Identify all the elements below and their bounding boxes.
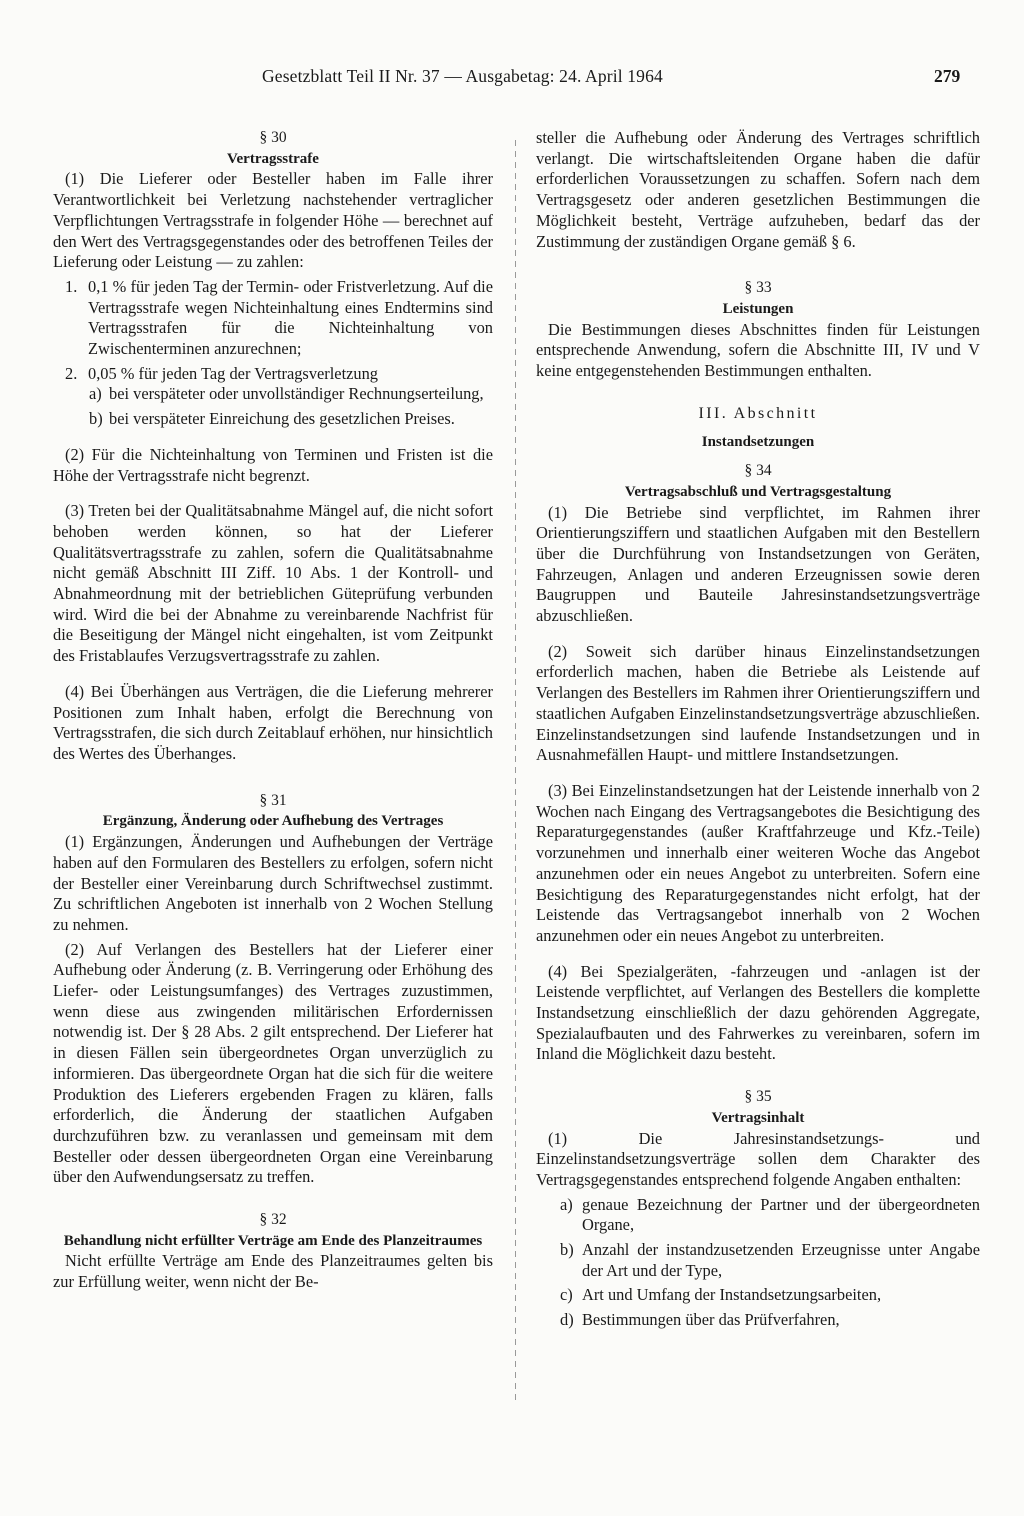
- section-30-item-1: [53, 277, 493, 360]
- chapter-title: Instandsetzungen: [701, 434, 815, 451]
- left-column: [53, 128, 493, 1293]
- section-30-item-2b: [53, 409, 493, 430]
- item-text: Art und Umfang der Instandsetzungsarbeiten,: [582, 1285, 882, 1305]
- section-34-para-3: (3) Bei Einzelinstandsetzungen hat der Leistende innerhalb von 2 Wochen nach Eingang des Vertragsangebotes die Besichtigung des Reparaturgegenstandes (außer Kraftfahrzeuge und Kfz.-Teile) vorzunehmen und innerhalb einer weiteren Woche das Angebot anzunehmen oder ein neues Angebot zu unterbreiten. Sofern eine Besichtigung des Reparaturgegenstandes nicht erfolgt, hat der Leistende das Vertragsangebot innerhalb von 2 Wochen anzunehmen oder ein neues Angebot zu unterbreiten.: [536, 780, 980, 945]
- section-35-item-b: [536, 1240, 980, 1281]
- item-text: 0,1 % für jeden Tag der Termin- oder Fristverletzung. Auf die Vertragsstrafe wegen Nichteinhaltung eines Endtermins sind Vertragsstrafen für die Nichteinhaltung von Zwischenterminen anzurechnen;: [88, 276, 493, 359]
- section-31-para-2: (2) Auf Verlangen des Bestellers hat der Lieferer einer Aufhebung oder Änderung (z. B. Verringerung oder Erhöhung des Liefer- oder Leistungsumfanges) des Vertrages zuzustimmen, wenn diese aus zwingenden militärischen Erfordernissen notwendig ist. Der § 28 Abs. 2 gilt entsprechend. Der Lieferer hat in diesen Fällen sein übergeordnetes Organ unverzüglich zu informieren. Das übergeordnete Organ hat die sich für die weitere Produktion des Lieferers ergebenden Fragen zu klären, falls erforderlich, die Änderung der staatlichen Aufgaben durchzuführen bzw. zu veranlassen und gemeinsam mit dem Besteller oder dessen übergeordneten Organ eine Vereinbarung über den Aufwendungsersatz zu treffen.: [53, 939, 493, 1187]
- chapter-heading: III. Abschnitt: [698, 404, 818, 422]
- section-30-item-2: [53, 364, 493, 385]
- item-label: a): [89, 384, 102, 404]
- item-label: 2.: [65, 363, 78, 383]
- section-34-title: Vertragsabschluß und Vertragsgestaltung: [624, 483, 892, 500]
- page-header: [0, 66, 1024, 90]
- section-34-para-2: (2) Soweit sich darüber hinaus Einzelinstandsetzungen erforderlich machen, haben die Betriebe als Leistende auf Verlangen des Bestellers im Rahmen ihrer Orientierungsziffern und staatlichen Aufgaben Einzelinstandsetzungsverträge abzuschließen. Einzelinstandsetzungen sind laufende Instandsetzungen und in Ausnahmefällen Haupt- und mittlere Instandsetzungen.: [536, 641, 980, 765]
- item-label: d): [560, 1310, 574, 1330]
- section-30-para-2: (2) Für die Nichteinhaltung von Terminen und Fristen ist die Höhe der Vertragsstrafe nicht begrenzt.: [53, 444, 493, 485]
- right-column: [536, 128, 980, 1331]
- section-30-para-3: (3) Treten bei der Qualitätsabnahme Mängel auf, die nicht sofort behoben werden können, so hat der Lieferer Qualitätsvertragsstrafe zu zahlen, sofern die Qualitätsabnahme nicht gemäß Abschnitt III Ziff. 10 Abs. 1 der Kontroll- und Abnahmeordnung mit der betrieblichen Güteprüfung verbunden wird. Wird die bei der Abnahme zu vereinbarende Nachfrist für die Beseitigung der Mängel nicht eingehalten, ist vom Zeitpunkt des Fristablaufes Verzugsvertragsstrafe zu zahlen.: [53, 501, 493, 666]
- section-31-para-1: (1) Ergänzungen, Änderungen und Aufhebungen der Verträge haben auf den Formularen des Bestellers zu erfolgen, sofern nicht der Besteller einer Vereinbarung durch Schriftwechsel zustimmt. Zu schriftlichen Angeboten ist innerhalb von 2 Wochen Stellung zu nehmen.: [53, 832, 493, 934]
- section-32-number: § 32: [259, 1211, 287, 1229]
- header-title: Gesetzblatt Teil II Nr. 37 — Ausgabetag: 24. April 1964: [262, 66, 663, 86]
- item-label: c): [560, 1285, 573, 1305]
- item-label: b): [560, 1240, 574, 1260]
- section-31-title: Ergänzung, Änderung oder Aufhebung des Vertrages: [102, 813, 444, 830]
- item-text: bei verspäteter Einreichung des gesetzlichen Preises.: [109, 409, 455, 429]
- section-32-continuation: steller die Aufhebung oder Änderung des Vertrages schriftlich verlangt. Die wirtschaftsleitenden Organe haben die dafür erforderlichen Voraussetzungen zu schaffen. Sofern nach dem Vertragsgesetz oder anderen gesetzlichen Bestimmungen die Möglichkeit besteht, Verträge aufzuheben, bedarf das der Zustimmung der zuständigen Organe gemäß § 6.: [536, 128, 980, 251]
- section-30-item-2a: [53, 384, 493, 405]
- page-number: 279: [934, 66, 961, 86]
- item-text: bei verspäteter oder unvollständiger Rechnungserteilung,: [109, 384, 484, 404]
- section-33-para-1: Die Bestimmungen dieses Abschnittes finden für Leistungen entsprechende Anwendung, sofern die Abschnitte III, IV und V keine entgegenstehenden Bestimmungen enthalten.: [536, 319, 980, 381]
- section-31-number: § 31: [259, 791, 287, 809]
- item-text: Bestimmungen über das Prüfverfahren,: [582, 1310, 840, 1330]
- section-34-para-4: (4) Bei Spezialgeräten, -fahrzeugen und -anlagen ist der Leistende verpflichtet, auf Verlangen des Bestellers die komplette Instandsetzung einschließlich der dazu gehörenden Aggregate, Spezialaufbauten und des Fahrwerkes zu vereinbaren, sofern im Inland die Möglichkeit dazu besteht.: [536, 961, 980, 1064]
- section-35-title: Vertragsinhalt: [711, 1109, 805, 1126]
- section-34-para-1: (1) Die Betriebe sind verpflichtet, im Rahmen ihrer Orientierungsziffern und staatlichen Aufgaben mit den Bestellern über die Durchführung von Instandsetzungen von Geräten, Fahrzeugen, Anlagen und anderen Erzeugnissen sowie deren Baugruppen und Bauteile Jahresinstandsetzungsverträge abzuschließen.: [536, 502, 980, 626]
- column-divider: [515, 140, 516, 1400]
- item-label: b): [89, 409, 103, 429]
- section-35-item-d: [536, 1310, 980, 1331]
- section-35-number: § 35: [744, 1088, 772, 1106]
- section-34-number: § 34: [744, 462, 772, 480]
- section-30-number: § 30: [259, 129, 287, 146]
- section-35-item-a: [536, 1195, 980, 1236]
- section-30-title: Vertragsstrafe: [227, 150, 319, 167]
- item-label: 1.: [65, 276, 78, 296]
- section-35-item-c: [536, 1285, 980, 1306]
- item-text: genaue Bezeichnung der Partner und der übergeordneten Organe,: [582, 1194, 980, 1235]
- section-32-para-1: Nicht erfüllte Verträge am Ende des Planzeitraumes gelten bis zur Erfüllung weiter, wenn nicht der Be-: [53, 1251, 493, 1292]
- section-35-para-1: (1) Die Jahresinstandsetzungs- und Einzelinstandsetzungsverträge sollen dem Charakter des Vertragsgegenstandes entsprechend folgende Angaben enthalten:: [536, 1128, 980, 1189]
- section-30-para-4: (4) Bei Überhängen aus Verträgen, die die Lieferung mehrerer Positionen zum Inhalt haben, erfolgt die Berechnung von Vertragsstrafen, die sich durch Zeitablauf erhöhen, nur hinsichtlich des Wertes des Überhanges.: [53, 681, 493, 763]
- section-33-title: Leistungen: [722, 300, 794, 317]
- item-label: a): [560, 1194, 573, 1214]
- section-32-title: Behandlung nicht erfüllter Verträge am Ende des Planzeitraumes: [63, 1232, 483, 1249]
- item-text: Anzahl der instandzusetzenden Erzeugnisse unter Angabe der Art und der Type,: [582, 1240, 980, 1280]
- item-text: 0,05 % für jeden Tag der Vertragsverletzung: [88, 363, 378, 383]
- section-30-para-1: (1) Die Lieferer oder Besteller haben im Falle ihrer Verantwortlichkeit bei Verletzung nachstehender vertraglicher Verpflichtungen Vertragsstrafe in folgender Höhe — berechnet auf den Wert des Vertragsgegenstandes oder des betroffenen Teiles der Lieferung oder Leistung — zu zahlen:: [53, 169, 493, 272]
- section-33-number: § 33: [744, 279, 772, 297]
